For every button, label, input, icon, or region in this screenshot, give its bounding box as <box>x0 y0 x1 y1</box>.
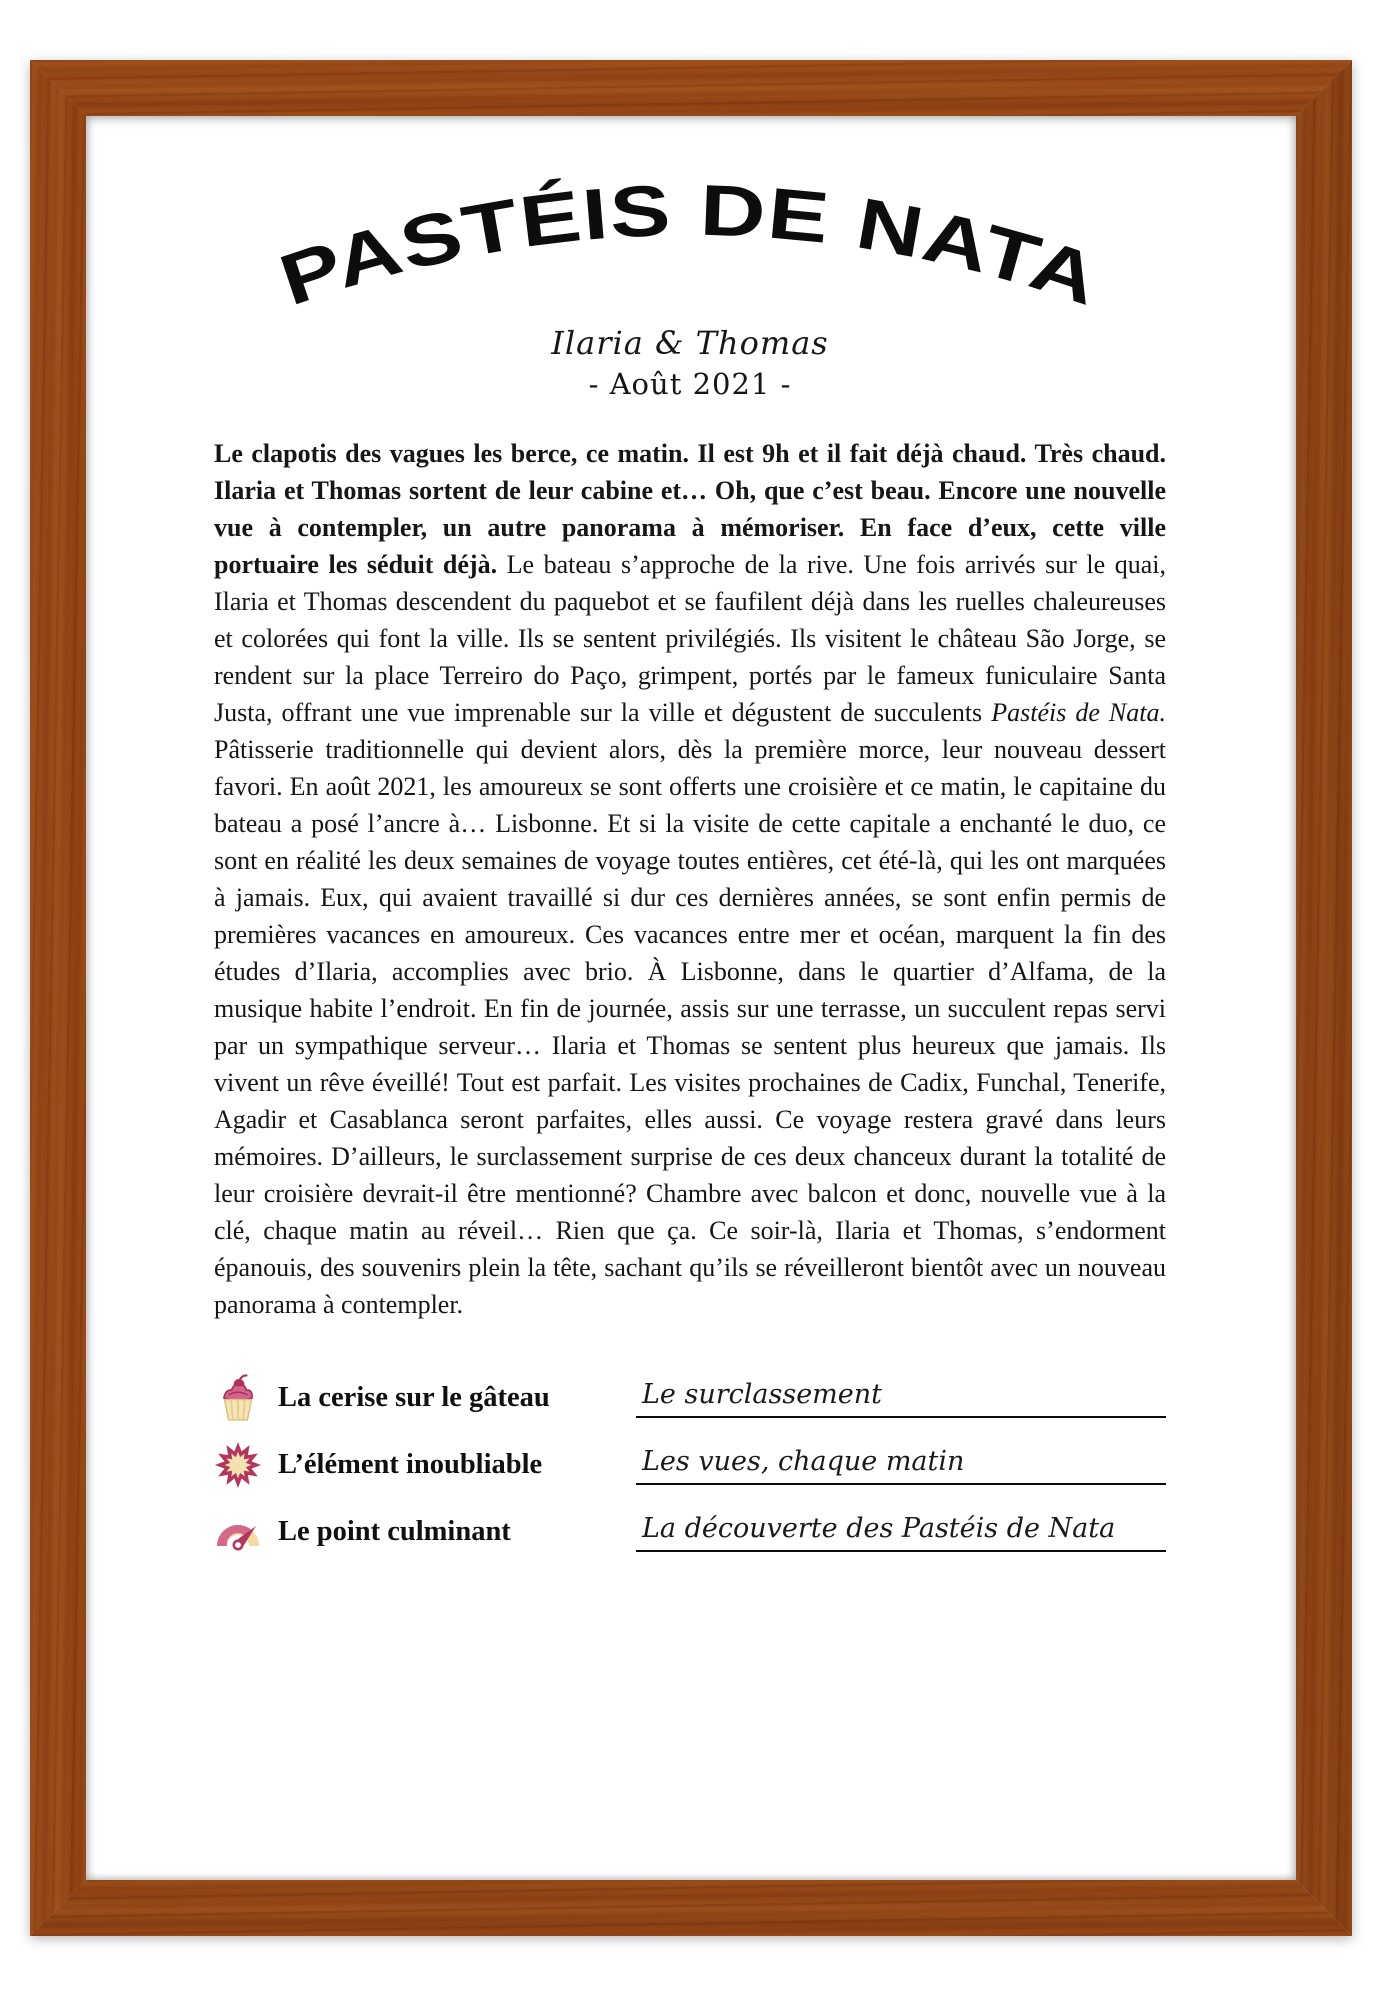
picture-frame <box>30 60 1352 1936</box>
highlights-section <box>214 1373 1166 1557</box>
frame-strip-right <box>1296 60 1352 1936</box>
highlight-answer: Le surclassement <box>636 1379 1166 1418</box>
story-segment-normal: Le bateau s’approche de la rive. Une fois arrivés sur le quai, Ilaria et Thomas descendent du paquebot et se faufilent déjà dans les ruelles chaleureuses et colorées qui font la ville. Ils se sentent privilégiés. Ils visitent le château São Jorge, se rendent sur la place Terreiro do Paço, grimpent, portés par le fameux funiculaire Santa Justa, offrant une vue imprenable sur la ville et dégustent de succulents <box>214 550 1166 727</box>
story-segment-normal: Pâtisserie traditionnelle qui devient alors, dès la première morce, leur nouveau dessert favori. En août 2021, les amoureux se sont offerts une croisière et ce matin, le capitaine du bateau a posé l’ancre à… Lisbonne. Et si la visite de cette capitale a enchanté le duo, ce sont en réalité les deux semaines de voyage toutes entières, cet été-là, qui les ont marquées à jamais. Eux, qui avaient travaillé si dur ces dernières années, se sont enfin permis de premières vacances en amoureux. Ces vacances entre mer et océan, marquent la fin des études d’Ilaria, accomplies avec brio. À Lisbonne, dans le quartier d’Alfama, de la musique habite l’endroit. En fin de journée, assis sur une terrasse, un succulent repas servi par un sympathique serveur… Ilaria et Thomas se sentent plus heureux que jamais. Ils vivent un rêve éveillé! Tout est parfait. Les visites prochaines de Cadix, Funchal, Tenerife, Agadir et Casablanca seront parfaites, elles aussi. Ce voyage restera gravé dans leurs mémoires. D’ailleurs, le surclassement surprise de ces deux chanceux durant la totalité de leur croisière devrait-il être mentionné? Chambre avec balcon et donc, nouvelle vue à la clé, chaque matin au réveil… Rien que ça. Ce soir-là, Ilaria et Thomas, s’endorment épanouis, des souvenirs plein la tête, sachant qu’ils se réveilleront bientôt avec un nouveau panorama à contempler. <box>214 735 1166 1319</box>
frame-strip-left <box>30 60 86 1936</box>
poster-date: - Août 2021 - <box>588 367 792 401</box>
story-segment-italic: Pastéis de Nata. <box>991 698 1166 727</box>
story-paragraph <box>214 435 1166 1323</box>
poster-title-arc <box>240 128 1140 338</box>
highlight-label: La cerise sur le gâteau <box>278 1382 550 1413</box>
highlight-row-unforgettable <box>214 1440 1166 1490</box>
frame-strip-top <box>30 60 1352 116</box>
highlight-answer: La découverte des Pastéis de Nata <box>636 1513 1166 1552</box>
story-segment-bold: Le clapotis des vagues les berce, ce matin. Il est 9h et il fait déjà chaud. Très chaud. Ilaria et Thomas sortent de leur cabine et… Oh, que c’est beau. Encore une nouvelle vue à contempler, un autre panorama à mémoriser. En face d’eux, cette ville portuaire les séduit déjà. <box>214 439 1166 579</box>
highlight-label: L’élément inoubliable <box>278 1449 543 1480</box>
cupcake-icon <box>214 1373 262 1423</box>
poster-title-text: PASTÉIS DE NATA <box>270 170 1097 322</box>
highlight-answer: Les vues, chaque matin <box>636 1446 1166 1485</box>
poster-paper <box>86 116 1296 1880</box>
poster-subtitle: Ilaria & Thomas <box>551 324 829 362</box>
highlight-row-peak <box>214 1507 1166 1557</box>
frame-strip-bottom <box>30 1880 1352 1936</box>
highlight-row-cherry <box>214 1373 1166 1423</box>
svg-text:PASTÉIS DE NATA <box>270 171 1109 322</box>
highlight-label: Le point culminant <box>278 1516 511 1547</box>
starburst-icon <box>214 1441 262 1489</box>
poster-content <box>214 116 1166 1880</box>
gauge-icon <box>214 1514 262 1551</box>
